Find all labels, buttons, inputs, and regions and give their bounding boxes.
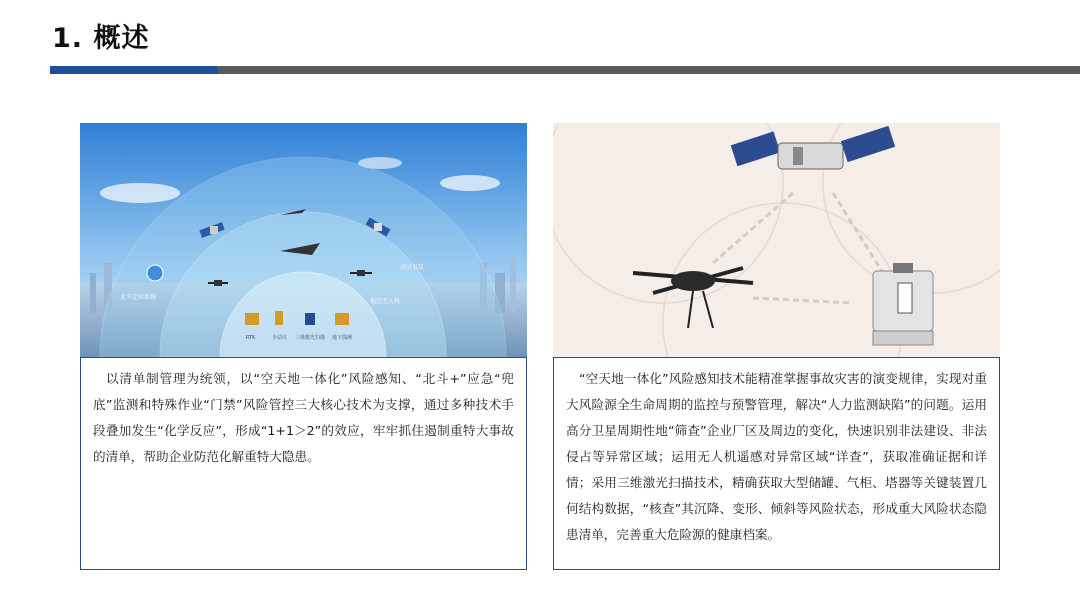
laser-scanner-icon bbox=[305, 313, 315, 325]
total-station-icon bbox=[275, 311, 283, 325]
label-drone: 低空无人机 bbox=[370, 298, 401, 305]
label-beidou: 北斗定位系统 bbox=[120, 294, 157, 301]
rtk-device-icon bbox=[245, 313, 259, 325]
left-description-text: 以清单制管理为统领，以“空天地一体化”风险感知、“北斗+”应急“兜底”监测和特殊作业“门禁”风险管控三大核心技术为支撑，通过多种技术手段叠加发生“化学反应”，形成“1+1＞2”的效应，牢牢抓住遏制重特大事故的清单，帮助企业防范化解重特大隐患。 bbox=[93, 371, 514, 464]
right-description-box bbox=[553, 357, 1000, 570]
layered-sensing-diagram bbox=[80, 123, 527, 357]
right-panel bbox=[553, 123, 1000, 542]
label-satellite: 高分卫星 bbox=[400, 264, 425, 271]
left-description-box bbox=[80, 357, 527, 570]
ground-probe-icon bbox=[335, 313, 349, 325]
laser-scanner-icon bbox=[873, 263, 933, 345]
page-title: 1. 概述 bbox=[52, 23, 150, 54]
globe-icon bbox=[147, 265, 163, 281]
right-description-text: “空天地一体化”风险感知技术能精准掌握事故灾害的演变规律，实现对重大风险源全生命周期的监控与预警管理，解决“人力监测缺陷”的问题。运用高分卫星周期性地“筛查”企业厂区及周边的变化，快速识别非法建设、非法侵占等异常区域；运用无人机遥感对异常区域“详查”，获取准确证据和详情；采用三维激光扫描技术，精确获取大型储罐、气柜、塔器等关键装置几何结构数据，“核查”其沉降、变形、倾斜等风险状态，形成重大风险状态隐患清单，完善重大危险源的健康档案。 bbox=[566, 371, 987, 542]
title-rule-blue bbox=[50, 66, 218, 74]
left-panel bbox=[80, 123, 527, 464]
label-scanner: 三维激光扫描 bbox=[295, 335, 326, 341]
space-air-ground-illustration bbox=[553, 123, 1000, 357]
label-device2: 全站仪 bbox=[272, 335, 288, 341]
label-rtk: RTK bbox=[246, 335, 256, 341]
label-ground: 地下探测 bbox=[332, 335, 353, 341]
